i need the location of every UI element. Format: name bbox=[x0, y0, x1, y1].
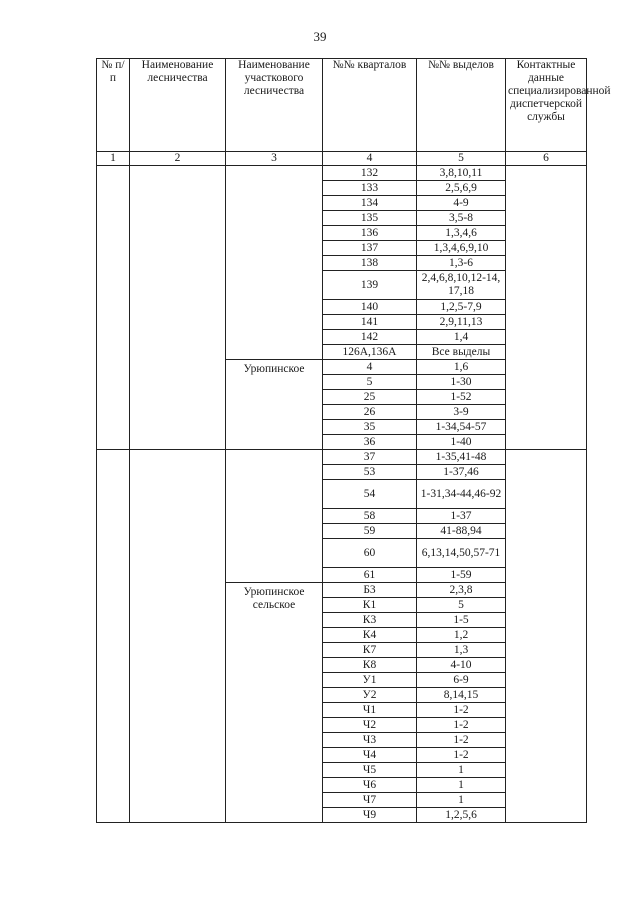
header-cell: № п/п bbox=[97, 59, 130, 152]
quarter-number: 58 bbox=[323, 509, 417, 524]
allotment-numbers: 1-35,41-48 bbox=[417, 450, 506, 465]
column-number-row bbox=[97, 152, 587, 166]
district-name: Урюпинское сельское bbox=[243, 586, 305, 611]
quarter-number: 142 bbox=[323, 330, 417, 345]
quarter-number: 139 bbox=[323, 271, 417, 300]
district-cell bbox=[226, 450, 323, 583]
allotment-numbers: 1-2 bbox=[417, 703, 506, 718]
allotment-numbers: 1,6 bbox=[417, 360, 506, 375]
quarter-number: К3 bbox=[323, 613, 417, 628]
allotment-numbers: 1,3,4,6,9,10 bbox=[417, 241, 506, 256]
forestry-name-cell bbox=[130, 450, 226, 823]
quarter-number: У1 bbox=[323, 673, 417, 688]
quarter-number: Ч9 bbox=[323, 808, 417, 823]
allotment-numbers: 3-9 bbox=[417, 405, 506, 420]
quarter-number: 141 bbox=[323, 315, 417, 330]
allotment-numbers: 1 bbox=[417, 763, 506, 778]
header-cell: Контактные данные специализированной диспетчерской службы bbox=[506, 59, 587, 152]
quarter-number: К1 bbox=[323, 598, 417, 613]
quarter-number: 135 bbox=[323, 211, 417, 226]
district-name-cell bbox=[226, 583, 323, 823]
column-number: 3 bbox=[226, 152, 323, 166]
column-number: 1 bbox=[97, 152, 130, 166]
allotment-numbers: 1,3,4,6 bbox=[417, 226, 506, 241]
row-number-cell bbox=[97, 450, 130, 823]
allotment-numbers: 4-9 bbox=[417, 196, 506, 211]
quarter-number: 26 bbox=[323, 405, 417, 420]
quarter-number: Ч3 bbox=[323, 733, 417, 748]
allotment-numbers: 1-30 bbox=[417, 375, 506, 390]
quarter-number: Ч4 bbox=[323, 748, 417, 763]
allotment-numbers: 1,2 bbox=[417, 628, 506, 643]
district-cell bbox=[226, 166, 323, 360]
column-number: 4 bbox=[323, 152, 417, 166]
allotment-numbers: 1,3 bbox=[417, 643, 506, 658]
quarter-number: 140 bbox=[323, 300, 417, 315]
header-cell: Наименование участкового лесничества bbox=[226, 59, 323, 152]
allotment-numbers: Все выделы bbox=[417, 345, 506, 360]
quarter-number: 36 bbox=[323, 435, 417, 450]
quarter-number: Ч1 bbox=[323, 703, 417, 718]
quarter-number: Ч6 bbox=[323, 778, 417, 793]
quarter-number: 35 bbox=[323, 420, 417, 435]
header-row bbox=[97, 59, 587, 152]
allotment-numbers: 1-37,46 bbox=[417, 465, 506, 480]
quarter-number: Б3 bbox=[323, 583, 417, 598]
allotment-numbers: 1-59 bbox=[417, 568, 506, 583]
allotment-numbers: 2,4,6,8,10,12-14, 17,18 bbox=[417, 271, 506, 300]
allotment-numbers: 1-52 bbox=[417, 390, 506, 405]
page-number: 39 bbox=[313, 29, 327, 44]
allotment-numbers: 1,3-6 bbox=[417, 256, 506, 271]
forestry-name-cell bbox=[130, 166, 226, 450]
allotment-numbers: 1-2 bbox=[417, 718, 506, 733]
quarter-number: К7 bbox=[323, 643, 417, 658]
allotment-numbers: 1 bbox=[417, 778, 506, 793]
district-name-cell bbox=[226, 360, 323, 450]
quarter-number: 138 bbox=[323, 256, 417, 271]
quarter-number: 4 bbox=[323, 360, 417, 375]
allotment-numbers: 2,3,8 bbox=[417, 583, 506, 598]
quarter-number: 59 bbox=[323, 524, 417, 539]
allotment-numbers: 1-34,54-57 bbox=[417, 420, 506, 435]
contact-cell bbox=[506, 450, 587, 823]
column-number: 2 bbox=[130, 152, 226, 166]
quarter-number: 137 bbox=[323, 241, 417, 256]
quarter-number: 136 bbox=[323, 226, 417, 241]
allotment-numbers: 6,13,14,50,57-71 bbox=[417, 539, 506, 568]
allotment-numbers: 1-2 bbox=[417, 733, 506, 748]
quarter-number: К8 bbox=[323, 658, 417, 673]
allotment-numbers: 1-40 bbox=[417, 435, 506, 450]
quarter-number: 126А,136А bbox=[323, 345, 417, 360]
allotment-numbers: 1,2,5,6 bbox=[417, 808, 506, 823]
quarter-number: К4 bbox=[323, 628, 417, 643]
quarter-number: Ч5 bbox=[323, 763, 417, 778]
quarter-number: 25 bbox=[323, 390, 417, 405]
allotment-numbers: 41-88,94 bbox=[417, 524, 506, 539]
forestry-table bbox=[96, 58, 611, 823]
column-number: 5 bbox=[417, 152, 506, 166]
quarter-number: 132 bbox=[323, 166, 417, 181]
allotment-numbers: 1,4 bbox=[417, 330, 506, 345]
quarter-number: Ч7 bbox=[323, 793, 417, 808]
quarter-number: У2 bbox=[323, 688, 417, 703]
column-number: 6 bbox=[506, 152, 587, 166]
allotment-numbers: 1,2,5-7,9 bbox=[417, 300, 506, 315]
allotment-numbers: 2,5,6,9 bbox=[417, 181, 506, 196]
quarter-number: Ч2 bbox=[323, 718, 417, 733]
allotment-numbers: 1-31,34-44,46-92 bbox=[417, 480, 506, 509]
quarter-number: 61 bbox=[323, 568, 417, 583]
table-row bbox=[97, 166, 587, 181]
quarter-number: 134 bbox=[323, 196, 417, 211]
header-cell: №№ кварталов bbox=[323, 59, 417, 152]
district-name: Урюпинское bbox=[243, 363, 305, 375]
allotment-numbers: 2,9,11,13 bbox=[417, 315, 506, 330]
quarter-number: 37 bbox=[323, 450, 417, 465]
allotment-numbers: 5 bbox=[417, 598, 506, 613]
quarter-number: 133 bbox=[323, 181, 417, 196]
header-cell: Наименование лесничества bbox=[130, 59, 226, 152]
allotment-numbers: 8,14,15 bbox=[417, 688, 506, 703]
allotment-numbers: 1-5 bbox=[417, 613, 506, 628]
quarter-number: 5 bbox=[323, 375, 417, 390]
allotment-numbers: 6-9 bbox=[417, 673, 506, 688]
contact-cell bbox=[506, 166, 587, 450]
allotment-numbers: 1-37 bbox=[417, 509, 506, 524]
quarter-number: 54 bbox=[323, 480, 417, 509]
allotment-numbers: 3,8,10,11 bbox=[417, 166, 506, 181]
header-cell: №№ выделов bbox=[417, 59, 506, 152]
table-row bbox=[97, 450, 587, 465]
allotment-numbers: 4-10 bbox=[417, 658, 506, 673]
allotment-numbers: 1 bbox=[417, 793, 506, 808]
quarter-number: 60 bbox=[323, 539, 417, 568]
allotment-numbers: 3,5-8 bbox=[417, 211, 506, 226]
quarter-number: 53 bbox=[323, 465, 417, 480]
allotment-numbers: 1-2 bbox=[417, 748, 506, 763]
row-number-cell bbox=[97, 166, 130, 450]
